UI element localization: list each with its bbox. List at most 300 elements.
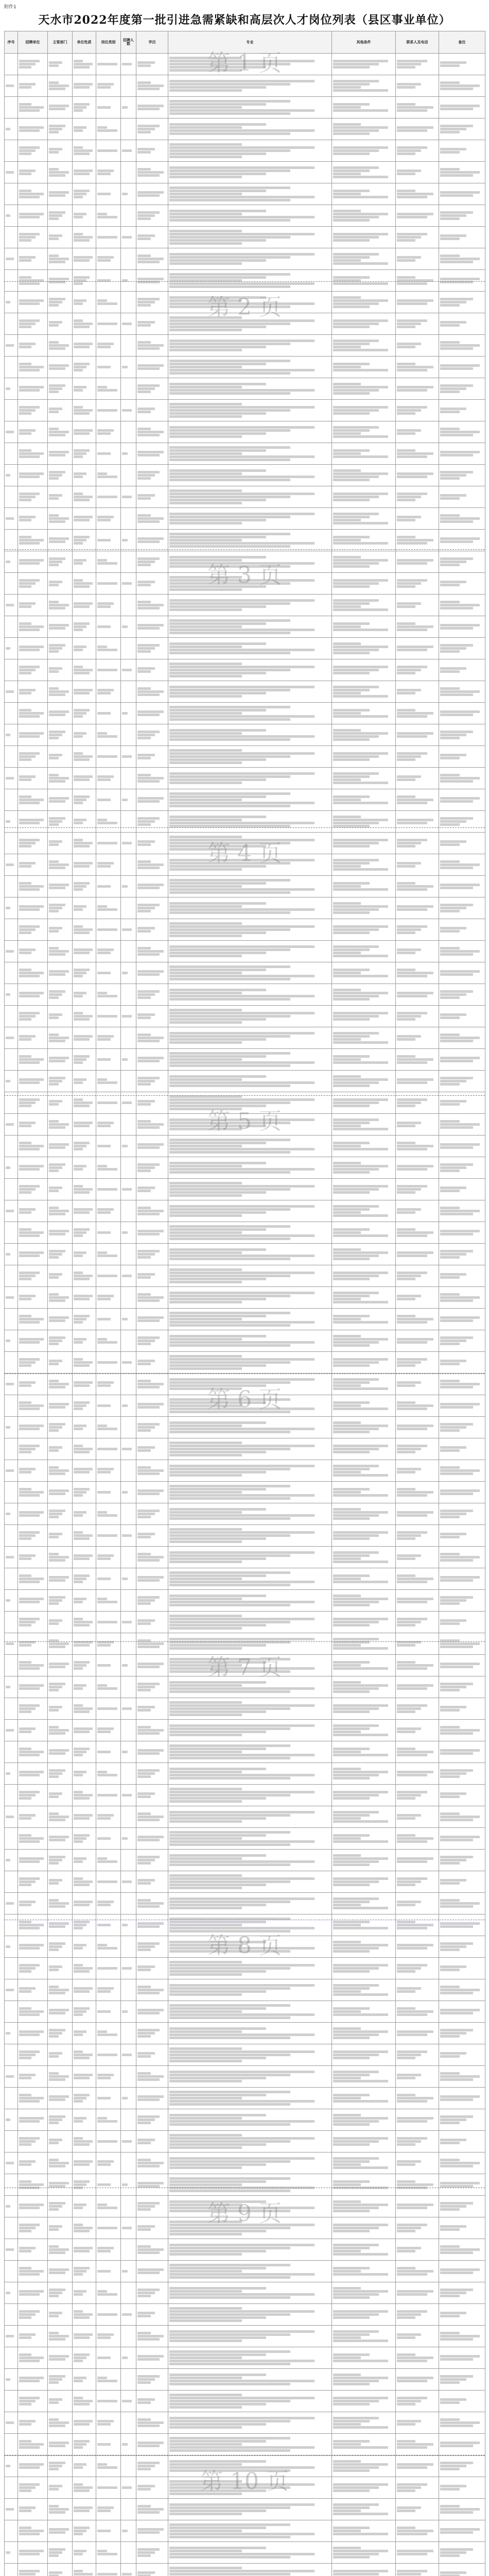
text-placeholder: [19, 2054, 36, 2056]
table-cell: [439, 530, 485, 551]
text-placeholder: [333, 686, 379, 688]
text-placeholder: [397, 928, 421, 931]
text-placeholder: [169, 2267, 266, 2269]
table-cell: [18, 595, 48, 616]
table-cell: [48, 984, 73, 1006]
text-placeholder: [397, 1927, 427, 1929]
text-placeholder: [440, 990, 473, 993]
text-placeholder: [333, 562, 379, 565]
table-cell: [96, 1590, 121, 1612]
table-cell: [121, 2542, 136, 2564]
table-cell: [136, 876, 168, 897]
table-cell: [5, 1763, 18, 1785]
text-placeholder: [74, 1710, 90, 1713]
text-placeholder: [19, 1534, 36, 1537]
text-placeholder: [333, 2296, 370, 2299]
table-cell: [96, 2131, 121, 2153]
text-placeholder: [397, 1664, 433, 1667]
text-placeholder: [169, 1494, 315, 1497]
text-placeholder: [169, 1970, 266, 1973]
table-cell: [48, 2304, 73, 2326]
table-cell: [439, 2326, 485, 2347]
text-placeholder: [440, 1729, 480, 1732]
text-placeholder: [169, 2270, 242, 2273]
table-cell: [136, 1590, 168, 1612]
table-cell: [136, 768, 168, 789]
text-placeholder: [19, 1774, 40, 1776]
text-placeholder: [122, 2357, 128, 2359]
text-placeholder: [137, 884, 164, 886]
table-row: [5, 2434, 485, 2455]
table-cell: [136, 984, 168, 1006]
table-cell: [439, 595, 485, 616]
table-cell: [5, 703, 18, 724]
text-placeholder: [440, 2159, 460, 2161]
table-cell: [48, 746, 73, 768]
table-cell: [396, 2261, 439, 2282]
table-row: [5, 1071, 485, 1092]
text-placeholder: [440, 863, 480, 866]
table-cell: [121, 638, 136, 659]
table-cell: [439, 2520, 485, 2542]
text-placeholder: [19, 2446, 40, 2449]
text-placeholder: [440, 904, 473, 906]
text-placeholder: [397, 709, 415, 711]
table-cell: [332, 1547, 396, 1568]
table-cell: [136, 227, 168, 248]
table-cell: [48, 2174, 73, 2196]
text-placeholder: [74, 2054, 93, 2056]
text-placeholder: [397, 758, 415, 761]
text-placeholder: [333, 2530, 361, 2532]
text-placeholder: [397, 1404, 433, 1407]
text-placeholder: [169, 1032, 315, 1035]
text-placeholder: [440, 1925, 473, 1928]
table-cell: [48, 659, 73, 681]
text-placeholder: [440, 1862, 460, 1865]
text-placeholder: [97, 366, 111, 368]
text-placeholder: [333, 343, 370, 345]
text-placeholder: [19, 1278, 31, 1280]
table-cell: [168, 75, 332, 97]
text-placeholder: [49, 2401, 59, 2404]
text-placeholder: [333, 2353, 370, 2356]
text-placeholder: [440, 84, 480, 87]
text-placeholder: [137, 384, 160, 387]
text-placeholder: [137, 584, 151, 586]
text-placeholder: [97, 1794, 117, 1797]
table-row: [5, 140, 485, 162]
text-placeholder: [137, 1423, 160, 1426]
text-placeholder: [440, 1510, 473, 1512]
text-placeholder: [440, 2445, 473, 2447]
table-cell: [73, 1828, 96, 1850]
table-cell: [18, 1309, 48, 1330]
text-placeholder: [333, 455, 388, 458]
text-placeholder: [19, 259, 31, 262]
page-break-line: [4, 827, 485, 828]
table-cell: [5, 1850, 18, 1871]
table-cell: [168, 205, 332, 227]
text-placeholder: [49, 2485, 62, 2487]
text-placeholder: [49, 1146, 65, 1149]
text-placeholder: [169, 1581, 315, 1583]
text-placeholder: [397, 2353, 415, 2356]
text-placeholder: [74, 1731, 90, 1733]
text-placeholder: [440, 584, 460, 586]
text-placeholder: [137, 1489, 164, 1492]
text-placeholder: [49, 2355, 69, 2358]
table-cell: [73, 1763, 96, 1785]
table-cell: [96, 919, 121, 941]
table-row: [5, 1309, 485, 1330]
text-placeholder: [333, 1820, 388, 1823]
text-placeholder: [49, 1250, 65, 1252]
text-placeholder: [333, 2463, 388, 2466]
text-placeholder: [333, 1901, 370, 1903]
text-placeholder: [19, 256, 36, 259]
text-placeholder: [333, 556, 361, 558]
text-placeholder: [97, 732, 107, 735]
text-placeholder: [440, 823, 460, 826]
text-placeholder: [169, 2010, 242, 2013]
table-cell: [96, 616, 121, 638]
text-placeholder: [397, 2423, 415, 2426]
text-placeholder: [333, 1321, 388, 1324]
table-cell: [439, 1979, 485, 2001]
text-placeholder: [169, 2523, 290, 2526]
table-cell: [96, 768, 121, 789]
text-placeholder: [397, 319, 427, 322]
text-placeholder: [74, 2137, 83, 2140]
text-placeholder: [19, 2207, 40, 2209]
text-placeholder: [137, 1060, 160, 1062]
table-cell: [168, 1698, 332, 1720]
text-placeholder: [122, 1318, 128, 1320]
table-cell: [121, 1547, 136, 1568]
table-cell: [18, 2499, 48, 2520]
text-placeholder: [333, 239, 370, 242]
text-placeholder: [440, 2442, 480, 2444]
text-placeholder: [74, 715, 83, 718]
text-placeholder: [97, 2510, 111, 2512]
text-placeholder: [169, 1595, 266, 1597]
table-cell: [18, 2282, 48, 2304]
text-placeholder: [440, 408, 466, 410]
table-cell: [73, 2499, 96, 2520]
table-cell: [396, 2326, 439, 2347]
text-placeholder: [169, 1511, 242, 1514]
table-cell: [136, 530, 168, 551]
text-placeholder: [137, 2315, 151, 2317]
text-placeholder: [97, 2140, 117, 2143]
text-placeholder: [137, 1942, 160, 1945]
table-cell: [168, 2066, 332, 2088]
text-placeholder: [333, 712, 361, 715]
text-placeholder: [169, 389, 315, 392]
text-placeholder: [169, 1831, 290, 1834]
text-placeholder: [19, 1401, 31, 1404]
table-row: [5, 2391, 485, 2412]
text-placeholder: [333, 1015, 379, 1018]
text-placeholder: [169, 1122, 290, 1124]
table-cell: [332, 118, 396, 140]
text-placeholder: [19, 712, 44, 715]
text-placeholder: [19, 542, 40, 545]
text-placeholder: [397, 233, 427, 235]
text-placeholder: [440, 2312, 466, 2314]
text-placeholder: [97, 2573, 117, 2575]
text-placeholder: [6, 1080, 10, 1082]
text-placeholder: [169, 1604, 290, 1606]
text-placeholder: [169, 1667, 315, 1670]
table-cell: [136, 205, 168, 227]
text-placeholder: [74, 692, 90, 694]
text-placeholder: [397, 1990, 415, 1993]
table-cell: [96, 1763, 121, 1785]
text-placeholder: [19, 842, 36, 844]
text-placeholder: [74, 216, 83, 218]
text-placeholder: [333, 579, 388, 582]
text-placeholder: [440, 1856, 473, 1858]
text-placeholder: [137, 1965, 155, 1968]
text-placeholder: [333, 216, 379, 218]
text-placeholder: [49, 1163, 65, 1166]
text-placeholder: [169, 349, 242, 351]
text-placeholder: [333, 2486, 379, 2489]
text-placeholder: [74, 1471, 90, 1473]
text-placeholder: [97, 2074, 114, 2076]
text-placeholder: [333, 1797, 370, 1800]
text-placeholder: [137, 1839, 160, 1841]
table-cell: [18, 1785, 48, 1806]
text-placeholder: [440, 1596, 473, 1599]
table-cell: [332, 486, 396, 508]
text-placeholder: [137, 217, 151, 220]
table-cell: [73, 1395, 96, 1417]
text-placeholder: [19, 2290, 44, 2293]
table-cell: [5, 2326, 18, 2347]
text-placeholder: [137, 1120, 151, 1123]
table-cell: [136, 1698, 168, 1720]
text-placeholder: [169, 302, 315, 305]
text-placeholder: [19, 2140, 36, 2143]
text-placeholder: [122, 1837, 128, 1840]
text-placeholder: [19, 1255, 40, 1257]
text-placeholder: [169, 282, 315, 285]
text-placeholder: [137, 344, 164, 347]
text-placeholder: [169, 2207, 315, 2209]
table-cell: [439, 1071, 485, 1092]
table-cell: [332, 1720, 396, 1741]
table-cell: [396, 205, 439, 227]
text-placeholder: [440, 993, 466, 996]
table-cell: [96, 2109, 121, 2131]
text-placeholder: [397, 1667, 427, 1670]
text-placeholder: [397, 1468, 421, 1470]
table-row: [5, 1785, 485, 1806]
text-placeholder: [333, 2374, 361, 2376]
table-cell: [48, 54, 73, 75]
text-placeholder: [333, 2114, 361, 2116]
table-cell: [73, 1503, 96, 1525]
text-placeholder: [333, 519, 361, 521]
table-cell: [136, 724, 168, 746]
text-placeholder: [74, 1860, 83, 1863]
table-cell: [136, 1287, 168, 1309]
text-placeholder: [74, 1727, 93, 1730]
table-row: [5, 1222, 485, 1244]
table-cell: [332, 573, 396, 595]
text-placeholder: [49, 1293, 59, 1296]
text-placeholder: [440, 1466, 460, 1469]
text-placeholder: [333, 126, 388, 129]
text-placeholder: [440, 105, 480, 107]
table-cell: [396, 1395, 439, 1417]
text-placeholder: [333, 772, 379, 775]
table-cell: [18, 400, 48, 421]
table-cell: [439, 2066, 485, 2088]
text-placeholder: [49, 564, 59, 566]
table-cell: [48, 1893, 73, 1914]
text-placeholder: [74, 152, 90, 155]
text-placeholder: [6, 2508, 14, 2511]
text-placeholder: [49, 1383, 69, 1385]
text-placeholder: [137, 1363, 151, 1365]
text-placeholder: [49, 1380, 59, 1382]
table-cell: [332, 724, 396, 746]
text-placeholder: [440, 1013, 466, 1016]
text-placeholder: [19, 1554, 36, 1557]
table-cell: [73, 573, 96, 595]
text-placeholder: [137, 1057, 164, 1059]
table-cell: [136, 1720, 168, 1741]
table-row: [5, 1806, 485, 1828]
table-cell: [18, 1612, 48, 1633]
text-placeholder: [49, 2122, 59, 2124]
text-placeholder: [97, 2250, 111, 2252]
table-cell: [73, 638, 96, 659]
table-cell: [136, 1893, 168, 1914]
text-placeholder: [49, 61, 62, 64]
text-placeholder: [440, 2035, 460, 2038]
text-placeholder: [169, 1171, 290, 1174]
text-placeholder: [137, 601, 151, 603]
text-placeholder: [169, 1251, 242, 1254]
text-placeholder: [333, 2027, 361, 2030]
text-placeholder: [19, 2333, 36, 2336]
table-cell: [396, 2023, 439, 2044]
text-placeholder: [169, 1734, 242, 1736]
text-placeholder: [169, 2307, 242, 2310]
text-placeholder: [74, 2290, 86, 2293]
table-cell: [332, 1071, 396, 1092]
text-placeholder: [169, 146, 315, 149]
table-cell: [73, 1071, 96, 1092]
text-placeholder: [19, 449, 31, 452]
text-placeholder: [49, 1423, 65, 1426]
text-placeholder: [397, 2140, 421, 2143]
text-placeholder: [333, 1125, 361, 1127]
text-placeholder: [97, 86, 111, 89]
text-placeholder: [333, 2503, 379, 2506]
text-placeholder: [97, 1122, 114, 1124]
text-placeholder: [169, 1355, 242, 1358]
text-placeholder: [19, 622, 31, 625]
table-cell: [48, 1222, 73, 1244]
text-placeholder: [169, 2506, 290, 2509]
text-placeholder: [169, 2114, 266, 2116]
text-placeholder: [49, 1709, 59, 1711]
text-placeholder: [169, 2060, 242, 2062]
table-cell: [332, 1871, 396, 1893]
text-placeholder: [440, 434, 473, 436]
text-placeholder: [74, 1145, 86, 1147]
text-placeholder: [122, 2140, 132, 2143]
text-placeholder: [74, 582, 93, 585]
text-placeholder: [74, 1061, 83, 1064]
text-placeholder: [74, 1574, 90, 1577]
text-placeholder: [397, 1534, 421, 1537]
text-placeholder: [74, 1234, 83, 1237]
text-placeholder: [49, 1489, 69, 1492]
text-placeholder: [49, 1969, 59, 1971]
text-placeholder: [19, 2270, 44, 2273]
text-placeholder: [122, 106, 128, 109]
text-placeholder: [19, 2050, 40, 2053]
table-cell: [18, 854, 48, 876]
text-placeholder: [169, 556, 266, 558]
text-placeholder: [333, 1208, 370, 1211]
text-placeholder: [137, 2289, 160, 2291]
text-placeholder: [333, 1431, 370, 1433]
table-cell: [396, 1871, 439, 1893]
text-placeholder: [97, 2077, 111, 2079]
text-placeholder: [169, 2134, 242, 2137]
table-cell: [396, 2282, 439, 2304]
table-cell: [121, 1720, 136, 1741]
text-placeholder: [74, 406, 83, 409]
table-cell: [5, 2023, 18, 2044]
table-cell: [48, 1741, 73, 1763]
text-placeholder: [440, 2289, 473, 2291]
table-cell: [439, 2434, 485, 2455]
text-placeholder: [74, 1990, 90, 1993]
text-placeholder: [333, 476, 379, 478]
table-cell: [439, 1222, 485, 1244]
text-placeholder: [440, 2078, 473, 2081]
text-placeholder: [333, 2316, 370, 2319]
text-placeholder: [97, 2293, 117, 2296]
text-placeholder: [397, 2250, 415, 2252]
text-placeholder: [49, 1143, 69, 1146]
text-placeholder: [169, 1015, 290, 1018]
text-placeholder: [333, 2180, 370, 2183]
table-cell: [73, 811, 96, 833]
table-cell: [136, 2477, 168, 2499]
text-placeholder: [333, 1897, 379, 1900]
text-placeholder: [333, 2267, 370, 2269]
text-placeholder: [97, 1491, 111, 1494]
table-cell: [18, 789, 48, 811]
table-cell: [396, 1330, 439, 1352]
text-placeholder: [169, 1497, 290, 1500]
text-placeholder: [440, 2505, 460, 2507]
table-cell: [396, 508, 439, 530]
text-placeholder: [49, 81, 59, 84]
table-cell: [439, 919, 485, 941]
page-watermark: 第 10 页: [200, 2468, 289, 2495]
